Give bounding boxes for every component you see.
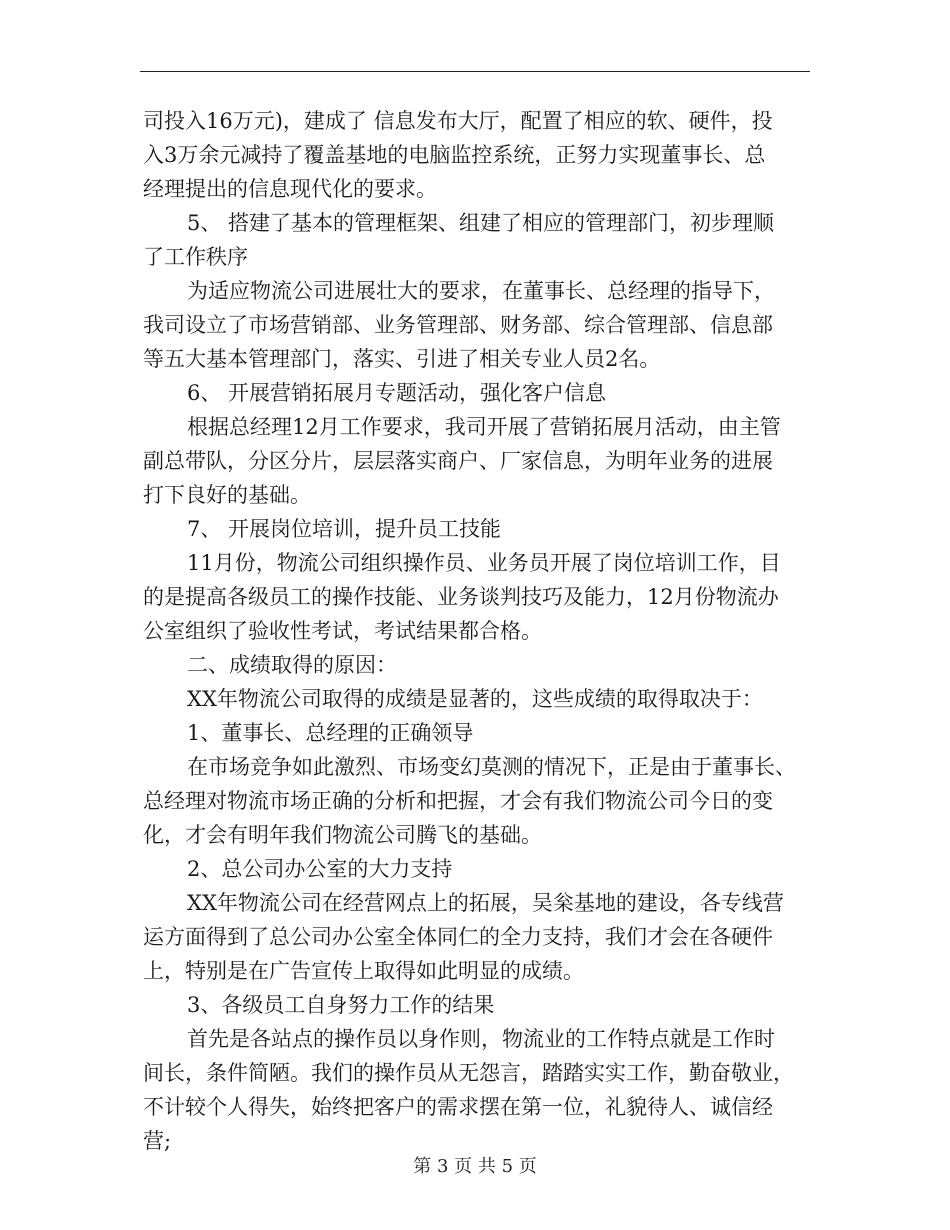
text-line: 运方面得到了总公司办公室全体同仁的全力支持，我们才会在各硬件	[143, 925, 773, 949]
text-line: 经理提出的信息现代化的要求。	[143, 177, 437, 201]
text-line: 等五大基本管理部门，落实、引进了相关专业人员2名。	[143, 347, 661, 371]
text-line: 首先是各站点的操作员以身作则，物流业的工作特点就是工作时	[187, 1027, 775, 1051]
text-line: 11月份，物流公司组织操作员、业务员开展了岗位培训工作，目	[187, 551, 781, 575]
text-line: XX年物流公司取得的成绩是显著的，这些成绩的取得取决于：	[187, 687, 763, 711]
text-line: 5、 搭建了基本的管理框架、组建了相应的管理部门，初步理顺	[187, 211, 775, 235]
text-line: 的是提高各级员工的操作技能、业务谈判技巧及能力，12月份物流办	[143, 585, 779, 609]
document-body	[143, 104, 810, 1158]
text-line: 不计较个人得失，始终把客户的需求摆在第一位，礼貌待人、诚信经	[143, 1095, 773, 1119]
text-line: 7、 开展岗位培训，提升员工技能	[187, 517, 502, 541]
text-line: 二、成绩取得的原因：	[187, 653, 397, 677]
text-line: 上，特别是在广告宣传上取得如此明显的成绩。	[143, 959, 584, 983]
page-footer: 第 3 页 共 5 页	[413, 1156, 537, 1177]
text-line: 在市场竞争如此激烈、市场变幻莫测的情况下，正是由于董事长、	[187, 755, 796, 779]
text-line: 入3万余元减持了覆盖基地的电脑监控系统，正努力实现董事长、总	[143, 143, 766, 167]
text-line: 2、总公司办公室的大力支持	[187, 857, 453, 881]
text-line: 化，才会有明年我们物流公司腾飞的基础。	[143, 823, 542, 847]
text-line: 为适应物流公司进展壮大的要求，在董事长、总经理的指导下，	[187, 279, 775, 303]
text-line: 我司设立了市场营销部、业务管理部、财务部、综合管理部、信息部	[143, 313, 773, 337]
text-line: 间长，条件简陋。我们的操作员从无怨言，踏踏实实工作，勤奋敬业，	[143, 1061, 794, 1085]
text-line: 打下良好的基础。	[143, 483, 311, 507]
text-line: 总经理对物流市场正确的分析和把握，才会有我们物流公司今日的变	[143, 789, 773, 813]
text-line: 公室组织了验收性考试，考试结果都合格。	[143, 619, 542, 643]
text-line: XX年物流公司在经营网点上的拓展，吴枀基地的建设，各专线营	[187, 891, 784, 915]
header-rule	[140, 71, 810, 72]
text-line: 3、各级员工自身努力工作的结果	[187, 993, 495, 1017]
text-line: 副总带队，分区分片，层层落实商户、厂家信息，为明年业务的进展	[143, 449, 773, 473]
text-line: 司投入16万元)，建成了 信息发布大厅，配置了相应的软、硬件，投	[143, 109, 773, 133]
text-line: 了工作秩序	[143, 245, 248, 269]
text-line: 1、董事长、总经理的正确领导	[187, 721, 474, 745]
text-line: 6、 开展营销拓展月专题活动，强化客户信息	[187, 381, 607, 405]
text-line: 根据总经理12月工作要求，我司开展了营销拓展月活动，由主管	[187, 415, 781, 439]
text-line: 营;	[143, 1129, 172, 1153]
